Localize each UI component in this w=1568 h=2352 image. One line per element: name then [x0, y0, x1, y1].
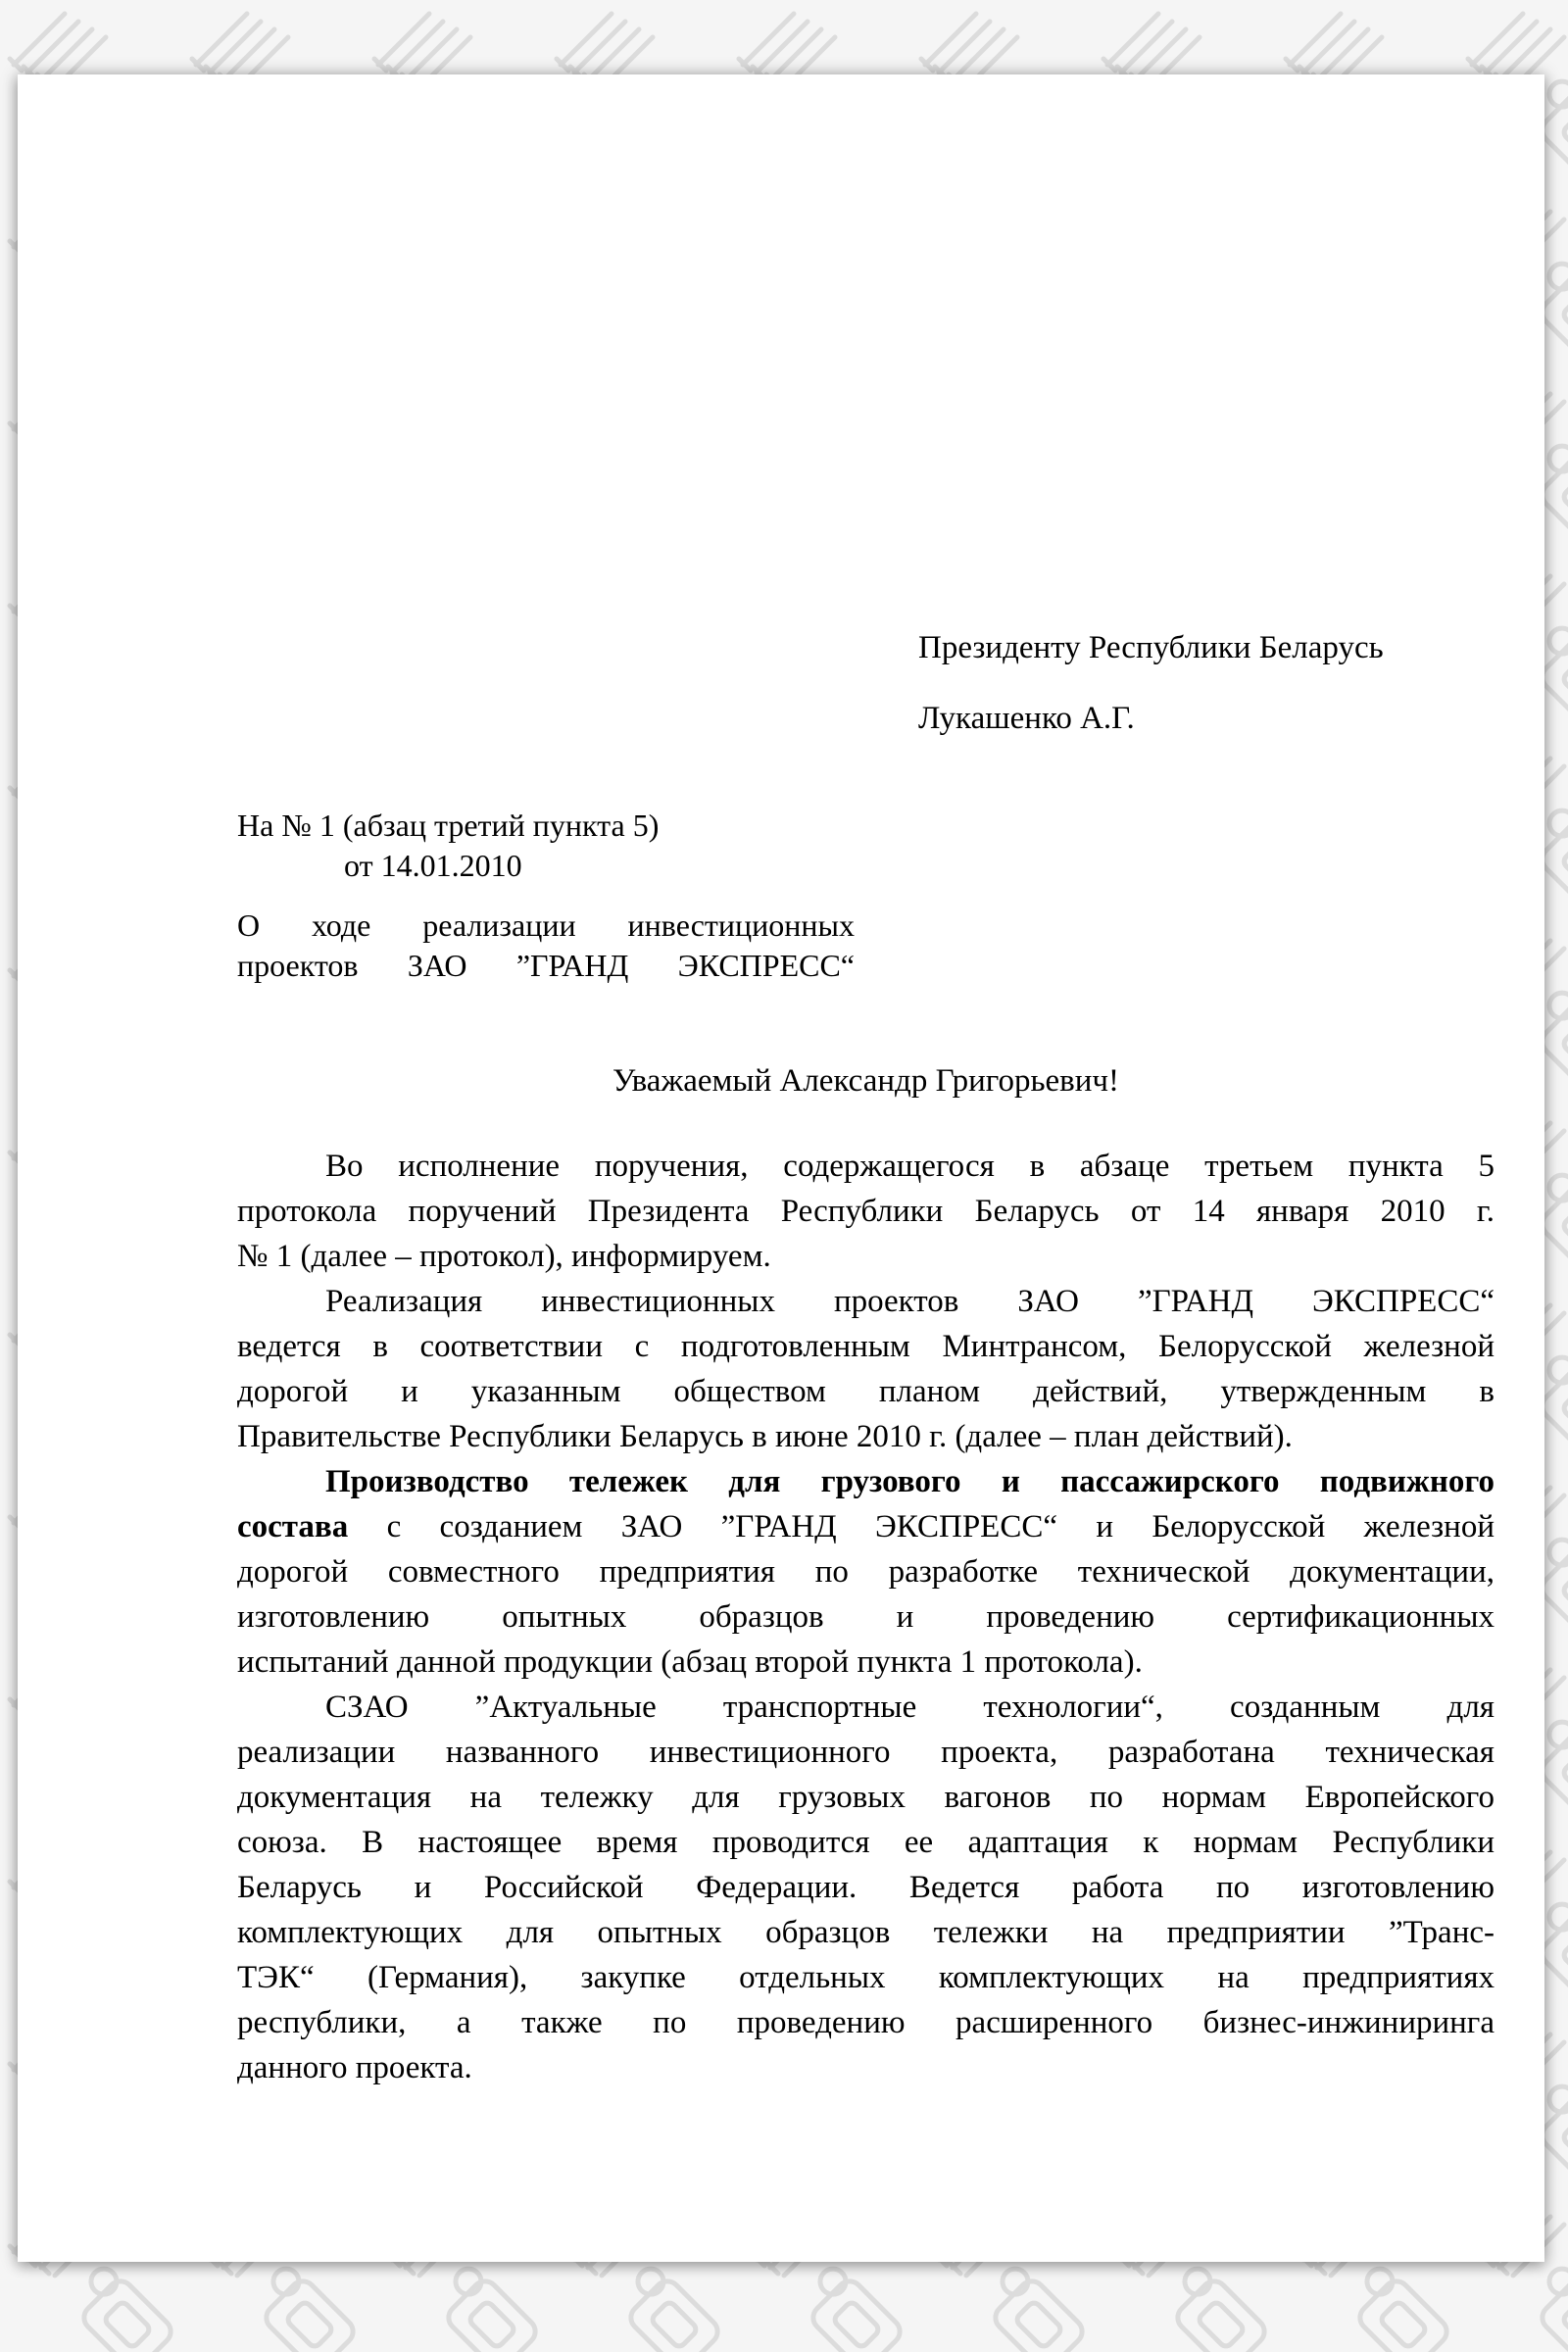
text-line: данного проекта.: [237, 2050, 472, 2085]
paragraph: [237, 1144, 1494, 1279]
subject-line-1: О ходе реализации инвестиционных: [237, 907, 855, 943]
addressee-line-2: Лукашенко А.Г.: [918, 701, 1135, 736]
salutation: Уважаемый Александр Григорьевич!: [612, 1063, 1119, 1099]
text-line: Реализация инвестиционных проектов ЗАО ”ГРАНД ЭКСПРЕСС“: [325, 1284, 1494, 1319]
paragraph: [237, 1459, 1494, 1685]
text-line: испытаний данной продукции (абзац второй пункта 1 протокола).: [237, 1644, 1143, 1680]
document-page: [18, 74, 1544, 2262]
subject-line-2: проектов ЗАО ”ГРАНД ЭКСПРЕСС“: [237, 948, 855, 983]
body-paragraphs: [237, 1144, 1494, 2090]
subject-block: [237, 906, 855, 986]
text-line: Правительстве Республики Беларусь в июне 2010 г. (далее – план действий).: [237, 1419, 1293, 1454]
reference-date: от 14.01.2010: [344, 848, 522, 883]
text-line: состава с созданием ЗАО ”ГРАНД ЭКСПРЕСС“ и Белорусской железной: [237, 1509, 1494, 1544]
reference-block: [237, 806, 659, 886]
text-line: изготовлению опытных образцов и проведению сертификационных: [237, 1599, 1494, 1635]
text-line: СЗАО ”Актуальные транспортные технологии“, созданным для: [325, 1690, 1494, 1725]
text-line: реализации названного инвестиционного проекта, разработана техническая: [237, 1735, 1494, 1770]
text-line: республики, а также по проведению расширенного бизнес-инжиниринга: [237, 2005, 1494, 2040]
text-line: Во исполнение поручения, содержащегося в абзаце третьем пункта 5: [325, 1149, 1494, 1184]
text-line: дорогой и указанным обществом планом действий, утвержденным в: [237, 1374, 1494, 1409]
text-line: комплектующих для опытных образцов тележки на предприятии ”Транс-: [237, 1915, 1494, 1950]
text-line: ТЭК“ (Германия), закупке отдельных комплектующих на предприятиях: [237, 1960, 1494, 1995]
addressee-line-1: Президенту Республики Беларусь: [918, 630, 1384, 665]
reference-number: На № 1 (абзац третий пункта 5): [237, 808, 660, 843]
text-line: Беларусь и Российской Федерации. Ведется работа по изготовлению: [237, 1870, 1494, 1905]
text-line: Производство тележек для грузового и пассажирского подвижного: [325, 1464, 1494, 1499]
text-line: ведется в соответствии с подготовленным Минтрансом, Белорусской железной: [237, 1329, 1494, 1364]
paragraph: [237, 1685, 1494, 2090]
addressee-block: [918, 625, 1384, 741]
text-line: дорогой совместного предприятия по разработке технической документации,: [237, 1554, 1494, 1590]
text-line: № 1 (далее – протокол), информируем.: [237, 1239, 771, 1274]
text-line: документация на тележку для грузовых вагонов по нормам Европейского: [237, 1780, 1494, 1815]
text-line: союза. В настоящее время проводится ее адаптация к нормам Республики: [237, 1825, 1494, 1860]
paragraph: [237, 1279, 1494, 1459]
text-line: протокола поручений Президента Республики Беларусь от 14 января 2010 г.: [237, 1194, 1494, 1229]
